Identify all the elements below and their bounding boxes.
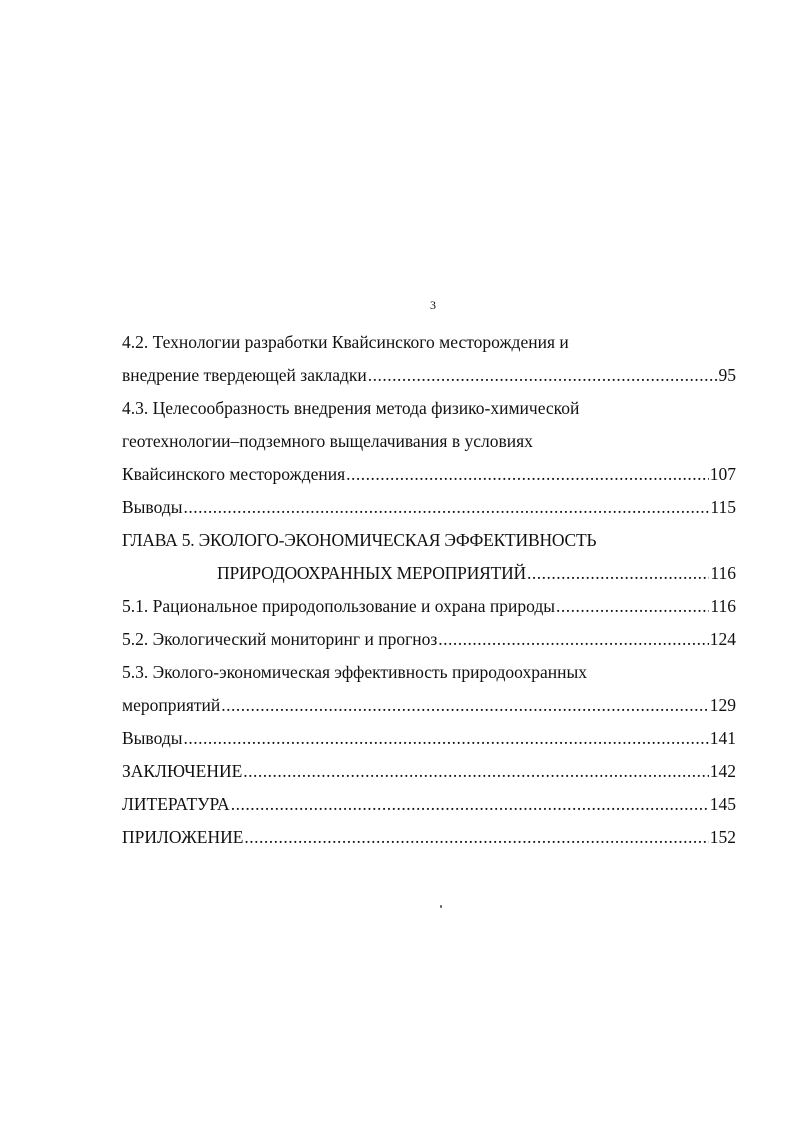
toc-entry-text: 5.1. Рациональное природопользование и охрана природы <box>122 596 556 616</box>
toc-page-number: 116 <box>710 596 736 616</box>
scan-speck <box>440 905 442 908</box>
toc-page-number: 145 <box>709 794 736 814</box>
toc-chapter-5-line2 <box>122 557 736 590</box>
toc-entry-text: мероприятий <box>122 695 221 715</box>
toc-page-number: 124 <box>709 629 736 649</box>
toc-entry-text: геотехнологии–подземного выщелачивания в условиях <box>122 431 533 451</box>
leader-dots <box>243 755 708 788</box>
toc-page-number: 95 <box>718 365 736 385</box>
toc-chapter-title: ПРИРОДООХРАННЫХ МЕРОПРИЯТИЙ <box>217 563 526 583</box>
toc-page-number: 115 <box>710 497 736 517</box>
leader-dots <box>556 590 709 623</box>
toc-entry-text: внедрение твердеющей закладки <box>122 365 367 385</box>
leader-dots <box>231 788 709 821</box>
toc-page-number: 141 <box>709 728 736 748</box>
toc-entry-text: 5.3. Эколого-экономическая эффективность природоохранных <box>122 662 587 682</box>
table-of-contents <box>122 326 736 854</box>
toc-page-number: 107 <box>709 464 736 484</box>
toc-page-number: 129 <box>709 695 736 715</box>
toc-entry-5-2 <box>122 623 736 656</box>
leader-dots <box>221 689 709 722</box>
leader-dots <box>438 623 708 656</box>
toc-entry-text: 5.2. Экологический мониторинг и прогноз <box>122 629 438 649</box>
toc-entry-4-2-line2 <box>122 359 736 392</box>
toc-entry-literature <box>122 788 736 821</box>
leader-dots <box>346 458 709 491</box>
toc-entry-text: Выводы <box>122 728 183 748</box>
toc-entry-text: ПРИЛОЖЕНИЕ <box>122 827 244 847</box>
page-number: 3 <box>430 298 436 312</box>
leader-dots <box>244 821 708 854</box>
toc-page-number: 142 <box>709 761 736 781</box>
toc-page-number: 116 <box>710 563 736 583</box>
toc-entry-conclusions-4 <box>122 491 736 524</box>
toc-entry-text: Квайсинского месторождения <box>122 464 346 484</box>
toc-entry-5-1 <box>122 590 736 623</box>
toc-entry-text: ЛИТЕРАТУРА <box>122 794 230 814</box>
toc-entry-text: Выводы <box>122 497 183 517</box>
toc-entry-5-3-line1 <box>122 656 736 689</box>
toc-chapter-title: ГЛАВА 5. ЭКОЛОГО-ЭКОНОМИЧЕСКАЯ ЭФФЕКТИВНОСТЬ <box>122 530 597 550</box>
toc-entry-conclusion <box>122 755 736 788</box>
toc-entry-4-3-line1 <box>122 392 736 425</box>
toc-page-number: 152 <box>709 827 736 847</box>
leader-dots <box>183 722 708 755</box>
toc-entry-text: 4.2. Технологии разработки Квайсинского месторождения и <box>122 332 569 352</box>
leader-dots <box>527 557 709 590</box>
toc-entry-text: 4.3. Целесообразность внедрения метода физико-химической <box>122 398 580 418</box>
toc-entry-text: ЗАКЛЮЧЕНИЕ <box>122 761 243 781</box>
leader-dots <box>183 491 709 524</box>
toc-entry-4-3-line2 <box>122 425 736 458</box>
toc-entry-4-3-line3 <box>122 458 736 491</box>
toc-chapter-5-line1 <box>122 524 736 557</box>
toc-entry-conclusions-5 <box>122 722 736 755</box>
toc-entry-4-2-line1 <box>122 326 736 359</box>
leader-dots <box>368 359 718 392</box>
toc-entry-appendix <box>122 821 736 854</box>
toc-entry-5-3-line2 <box>122 689 736 722</box>
